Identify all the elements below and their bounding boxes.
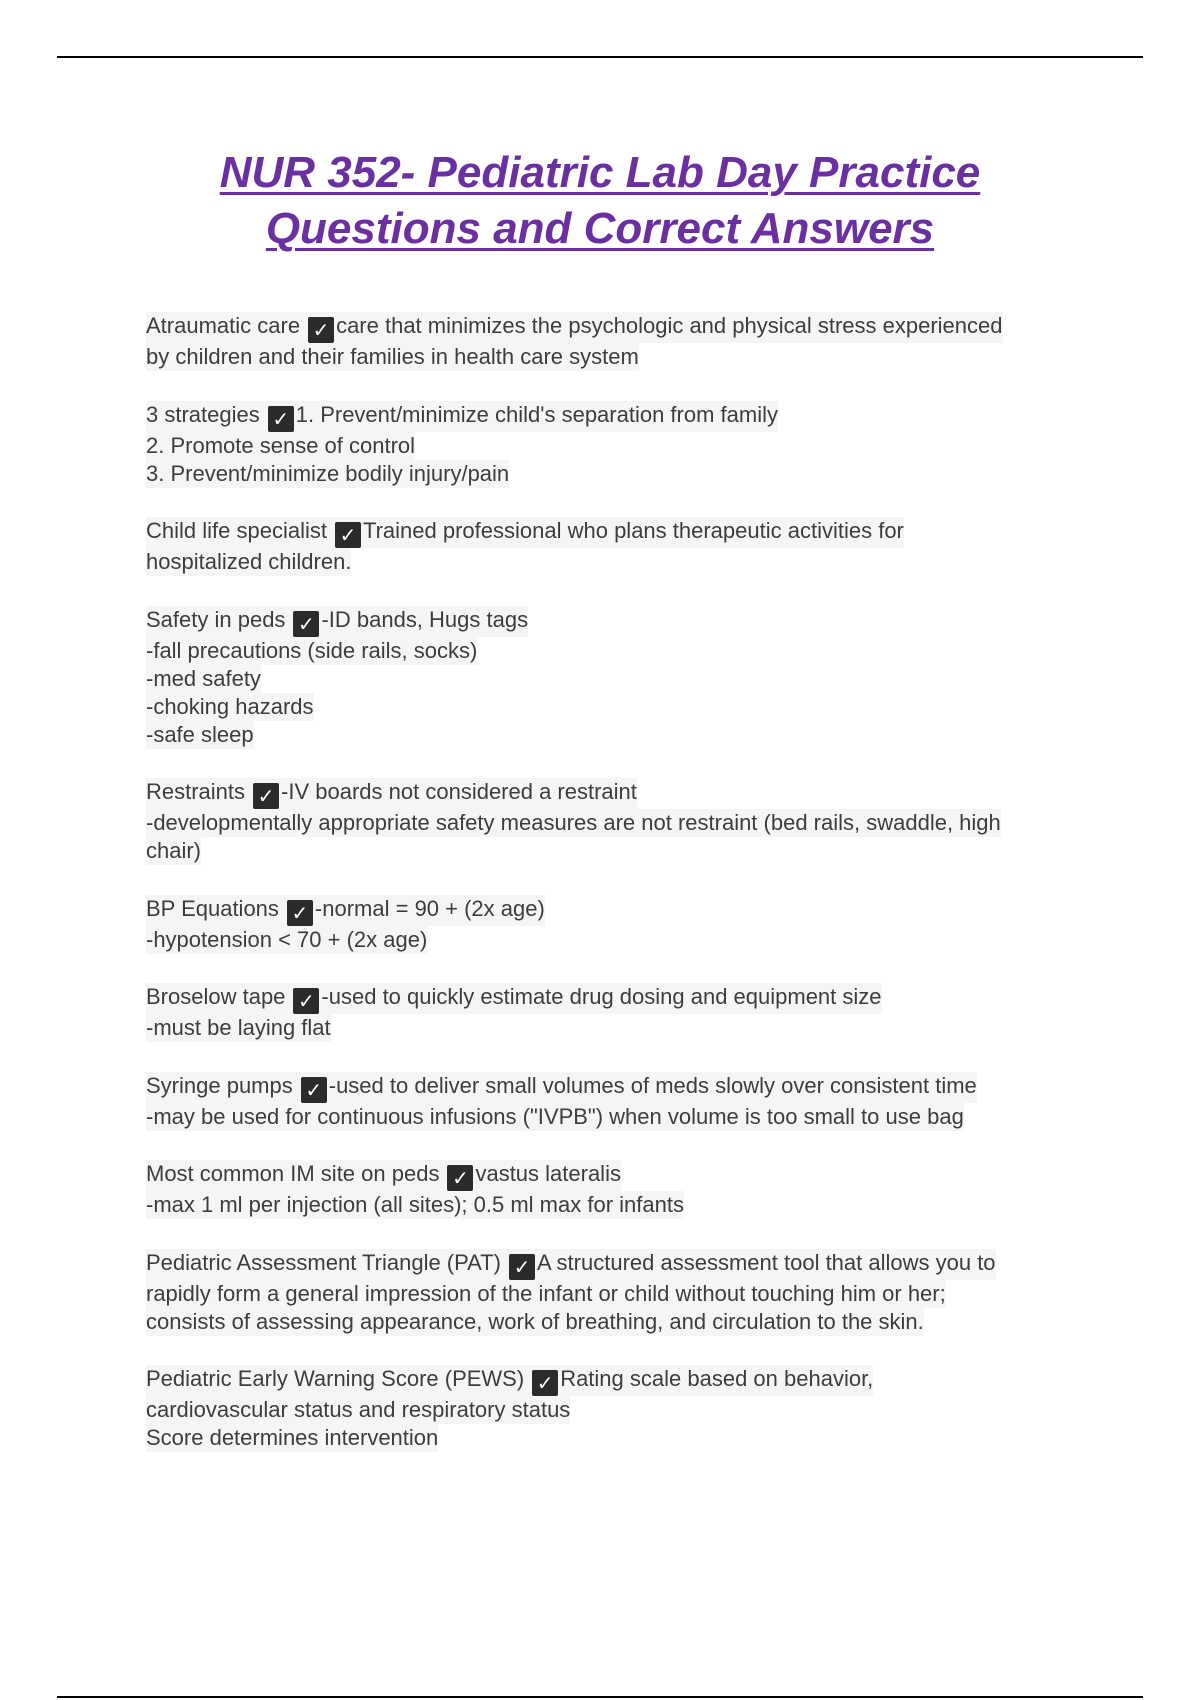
check-box-icon: ✓ [268,406,294,432]
flashcard-answer-line: -must be laying flat [146,1015,331,1040]
flashcard-answer-line: hospitalized children. [146,549,352,574]
flashcard-list [146,312,1096,1482]
flashcard-first-line [146,1249,996,1280]
flashcard-entry [146,517,1096,576]
flashcard-answer-line: -may be used for continuous infusions ("IVPB") when volume is too small to use bag [146,1103,964,1129]
flashcard-term: Atraumatic care [146,313,301,338]
flashcard-answer-line: -safe sleep [146,721,254,747]
title-line-2: Questions and Correct Answers [265,204,935,253]
flashcard-answer-line: 2. Promote sense of control [146,432,416,458]
check-box-icon: ✓ [509,1254,535,1280]
flashcard-entry [146,1249,1096,1336]
flashcard-answer: -IV boards not considered a restraint [281,779,637,804]
flashcard-term: Safety in peds [146,606,286,632]
flashcard-answer-line: chair) [146,838,202,863]
flashcard-answer-line: -developmentally appropriate safety measures are not restraint (bed rails, swaddle, high [146,810,1001,835]
flashcard-answer: vastus lateralis [475,1161,621,1186]
flashcard-first-line [146,983,882,1014]
title-line-1: NUR 352- Pediatric Lab Day Practice [219,148,981,197]
check-box-icon: ✓ [301,1077,327,1103]
flashcard-answer: care that minimizes the psychologic and physical stress experienced [336,313,1003,338]
bottom-rule [57,1696,1143,1698]
flashcard-answer-line: Score determines intervention [146,1425,439,1450]
top-rule [57,56,1143,58]
check-box-icon: ✓ [308,317,334,343]
flashcard-first-line [146,1160,621,1191]
flashcard-entry [146,401,1096,488]
flashcard-first-line [146,778,637,809]
flashcard-entry [146,1160,1096,1219]
flashcard-entry [146,778,1096,865]
flashcard-term: Child life specialist [146,518,327,543]
flashcard-first-line [146,1072,977,1103]
check-box-icon: ✓ [447,1165,473,1191]
flashcard-entry [146,1365,1096,1452]
flashcard-term: Syringe pumps [146,1072,293,1098]
flashcard-term: Restraints [146,779,246,804]
flashcard-answer-line: by children and their families in health care system [146,344,639,369]
flashcard-answer-line: -hypotension < 70 + (2x age) [146,926,428,952]
flashcard-answer-line: consists of assessing appearance, work of breathing, and circulation to the skin. [146,1308,924,1334]
flashcard-answer-line: cardiovascular status and respiratory status [146,1397,571,1422]
check-box-icon: ✓ [253,783,279,809]
flashcard-answer-line: 3. Prevent/minimize bodily injury/pain [146,460,510,486]
flashcard-answer-line: -max 1 ml per injection (all sites); 0.5 ml max for infants [146,1192,684,1217]
flashcard-entry [146,606,1096,749]
flashcard-answer: A structured assessment tool that allows you to [536,1249,996,1275]
flashcard-term: 3 strategies [146,401,260,427]
check-box-icon: ✓ [335,522,361,548]
flashcard-first-line [146,895,545,926]
flashcard-answer: 1. Prevent/minimize child's separation from family [295,401,778,427]
flashcard-answer-line: -fall precautions (side rails, socks) [146,637,478,663]
flashcard-answer: -used to deliver small volumes of meds slowly over consistent time [328,1072,977,1098]
flashcard-term: BP Equations [146,895,279,921]
document-title [100,145,1100,257]
flashcard-first-line [146,312,1003,343]
flashcard-answer-line: rapidly form a general impression of the infant or child without touching him or her; [146,1280,946,1306]
flashcard-answer: Trained professional who plans therapeutic activities for [362,518,904,543]
flashcard-term: Most common IM site on peds [146,1161,440,1186]
check-box-icon: ✓ [293,988,319,1014]
flashcard-answer: Rating scale based on behavior, [560,1366,874,1391]
flashcard-first-line [146,401,778,432]
flashcard-first-line [146,606,528,637]
check-box-icon: ✓ [532,1370,558,1396]
flashcard-first-line [146,1365,873,1396]
flashcard-first-line [146,517,904,548]
check-box-icon: ✓ [287,900,313,926]
flashcard-term: Broselow tape [146,984,286,1009]
flashcard-answer: -ID bands, Hugs tags [321,606,529,632]
flashcard-answer: -normal = 90 + (2x age) [314,895,545,921]
flashcard-term: Pediatric Assessment Triangle (PAT) [146,1249,501,1275]
flashcard-answer-line: -med safety [146,665,261,691]
flashcard-entry [146,983,1096,1042]
flashcard-entry [146,1072,1096,1131]
flashcard-answer-line: -choking hazards [146,693,314,719]
flashcard-term: Pediatric Early Warning Score (PEWS) [146,1366,525,1391]
flashcard-answer: -used to quickly estimate drug dosing and equipment size [321,984,882,1009]
check-box-icon: ✓ [293,611,319,637]
flashcard-entry [146,312,1096,371]
flashcard-entry [146,895,1096,954]
